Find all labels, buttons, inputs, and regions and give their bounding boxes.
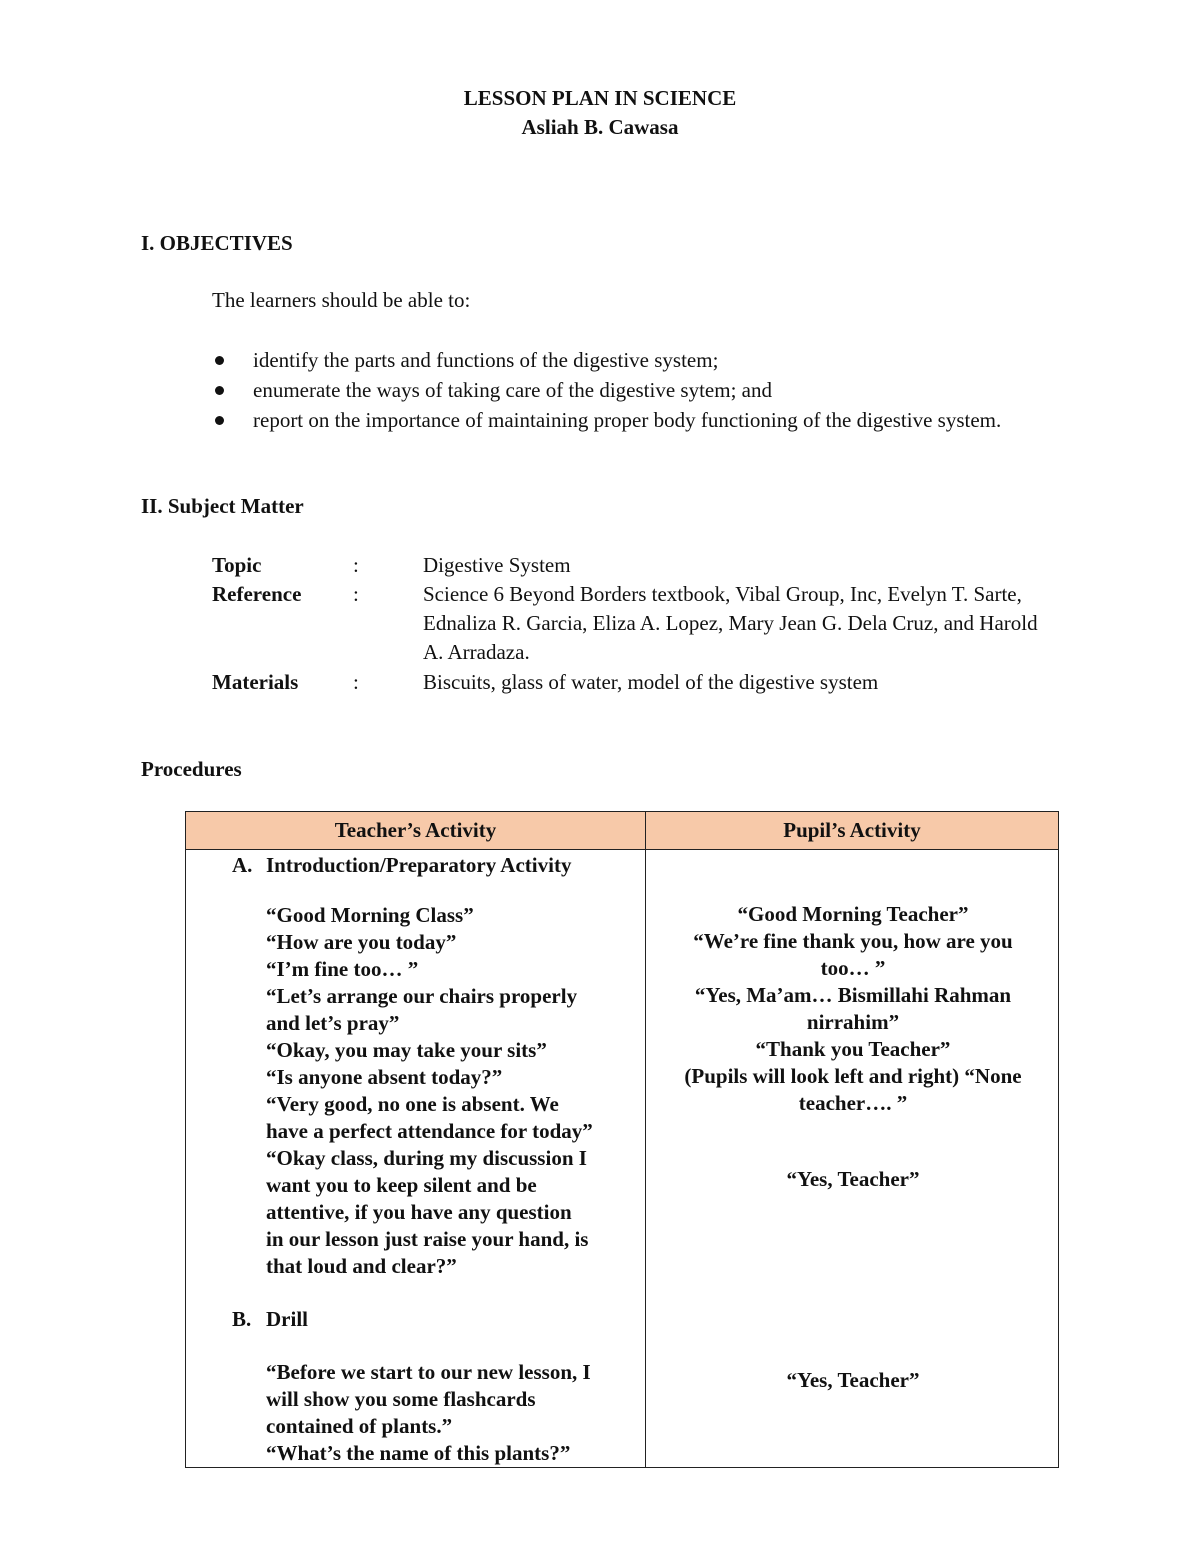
- teacher-line: “Very good, no one is absent. We: [266, 1092, 559, 1116]
- teacher-line: contained of plants.”: [266, 1414, 453, 1438]
- pupil-line: “Yes, Ma’am… Bismillahi Rahman: [694, 983, 1012, 1007]
- procedures-table: [185, 811, 1059, 1468]
- subject-matter-heading: II. Subject Matter: [141, 494, 304, 518]
- teacher-line: in our lesson just raise your hand, is: [266, 1227, 589, 1251]
- table-row: [186, 850, 1059, 1468]
- pupil-line: “Thank you Teacher”: [755, 1037, 951, 1061]
- objective-item: enumerate the ways of taking care of the digestive sytem; and: [212, 375, 1042, 405]
- teacher-line: “Good Morning Class”: [266, 903, 474, 927]
- pupil-line: (Pupils will look left and right) “None: [684, 1064, 1022, 1088]
- subject-colon: :: [353, 670, 359, 694]
- objective-item: identify the parts and functions of the digestive system;: [212, 345, 1042, 375]
- teacher-activity-cell: [186, 850, 646, 1468]
- teacher-line: “Let’s arrange our chairs properly: [266, 984, 578, 1008]
- teacher-line: “Is anyone absent today?”: [266, 1065, 503, 1089]
- subject-value: Digestive System: [423, 553, 571, 577]
- pupil-line: “Yes, Teacher”: [786, 1167, 920, 1191]
- teacher-activity-header: Teacher’s Activity: [186, 812, 646, 850]
- pupil-line: too… ”: [820, 956, 886, 980]
- teacher-line: “I’m fine too… ”: [266, 957, 419, 981]
- objectives-heading: I. OBJECTIVES: [141, 231, 293, 255]
- teacher-line: “How are you today”: [266, 930, 457, 954]
- subject-value: Biscuits, glass of water, model of the digestive system: [423, 670, 879, 694]
- section-title: Drill: [266, 1307, 308, 1331]
- teacher-lines-b: [266, 1359, 638, 1467]
- pupil-line: “We’re fine thank you, how are you: [693, 929, 1013, 953]
- objective-item: report on the importance of maintaining proper body functioning of the digestive system.: [212, 405, 1042, 435]
- teacher-line: that loud and clear?”: [266, 1254, 457, 1278]
- pupil-line: teacher…. ”: [798, 1091, 908, 1115]
- section-title: Introduction/Preparatory Activity: [266, 853, 572, 877]
- pupil-line: nirrahim”: [806, 1010, 900, 1034]
- bullet-icon: [215, 386, 224, 395]
- pupil-line: “Good Morning Teacher”: [737, 902, 969, 926]
- teacher-line: attentive, if you have any question: [266, 1200, 572, 1224]
- pupil-activity-cell: [646, 850, 1059, 1468]
- teacher-line: will show you some flashcards: [266, 1387, 536, 1411]
- subject-colon: :: [353, 553, 359, 577]
- objectives-list: [212, 345, 1042, 435]
- teacher-line: want you to keep silent and be: [266, 1173, 537, 1197]
- teacher-line: “Before we start to our new lesson, I: [266, 1360, 591, 1384]
- subject-colon: :: [353, 582, 359, 606]
- teacher-line: “Okay, you may take your sits”: [266, 1038, 547, 1062]
- author-name: Asliah B. Cawasa: [521, 115, 679, 139]
- subject-label: Topic: [212, 553, 262, 577]
- teacher-line: “Okay class, during my discussion I: [266, 1146, 587, 1170]
- subject-label: Reference: [212, 582, 302, 606]
- bullet-icon: [215, 356, 224, 365]
- teacher-line: have a perfect attendance for today”: [266, 1119, 593, 1143]
- teacher-line: and let’s pray”: [266, 1011, 400, 1035]
- procedures-heading: Procedures: [141, 757, 242, 781]
- bullet-icon: [215, 416, 224, 425]
- teacher-lines-a: [266, 902, 638, 1280]
- section-letter: A.: [232, 853, 253, 877]
- section-letter: B.: [232, 1307, 252, 1331]
- page-title: LESSON PLAN IN SCIENCE: [463, 86, 737, 110]
- objectives-intro: The learners should be able to:: [212, 288, 471, 312]
- subject-value: Science 6 Beyond Borders textbook, Vibal Group, Inc, Evelyn T. Sarte, Ednaliza R. Garcia, Eliza A. Lopez, Mary Jean G. Dela Cruz, and Harold A. Arradaza.: [423, 582, 1038, 664]
- table-header-row: [186, 812, 1059, 850]
- pupil-line: “Yes, Teacher”: [786, 1368, 920, 1392]
- pupil-activity-header: Pupil’s Activity: [646, 812, 1059, 850]
- subject-label: Materials: [212, 670, 299, 694]
- teacher-line: “What’s the name of this plants?”: [266, 1441, 571, 1465]
